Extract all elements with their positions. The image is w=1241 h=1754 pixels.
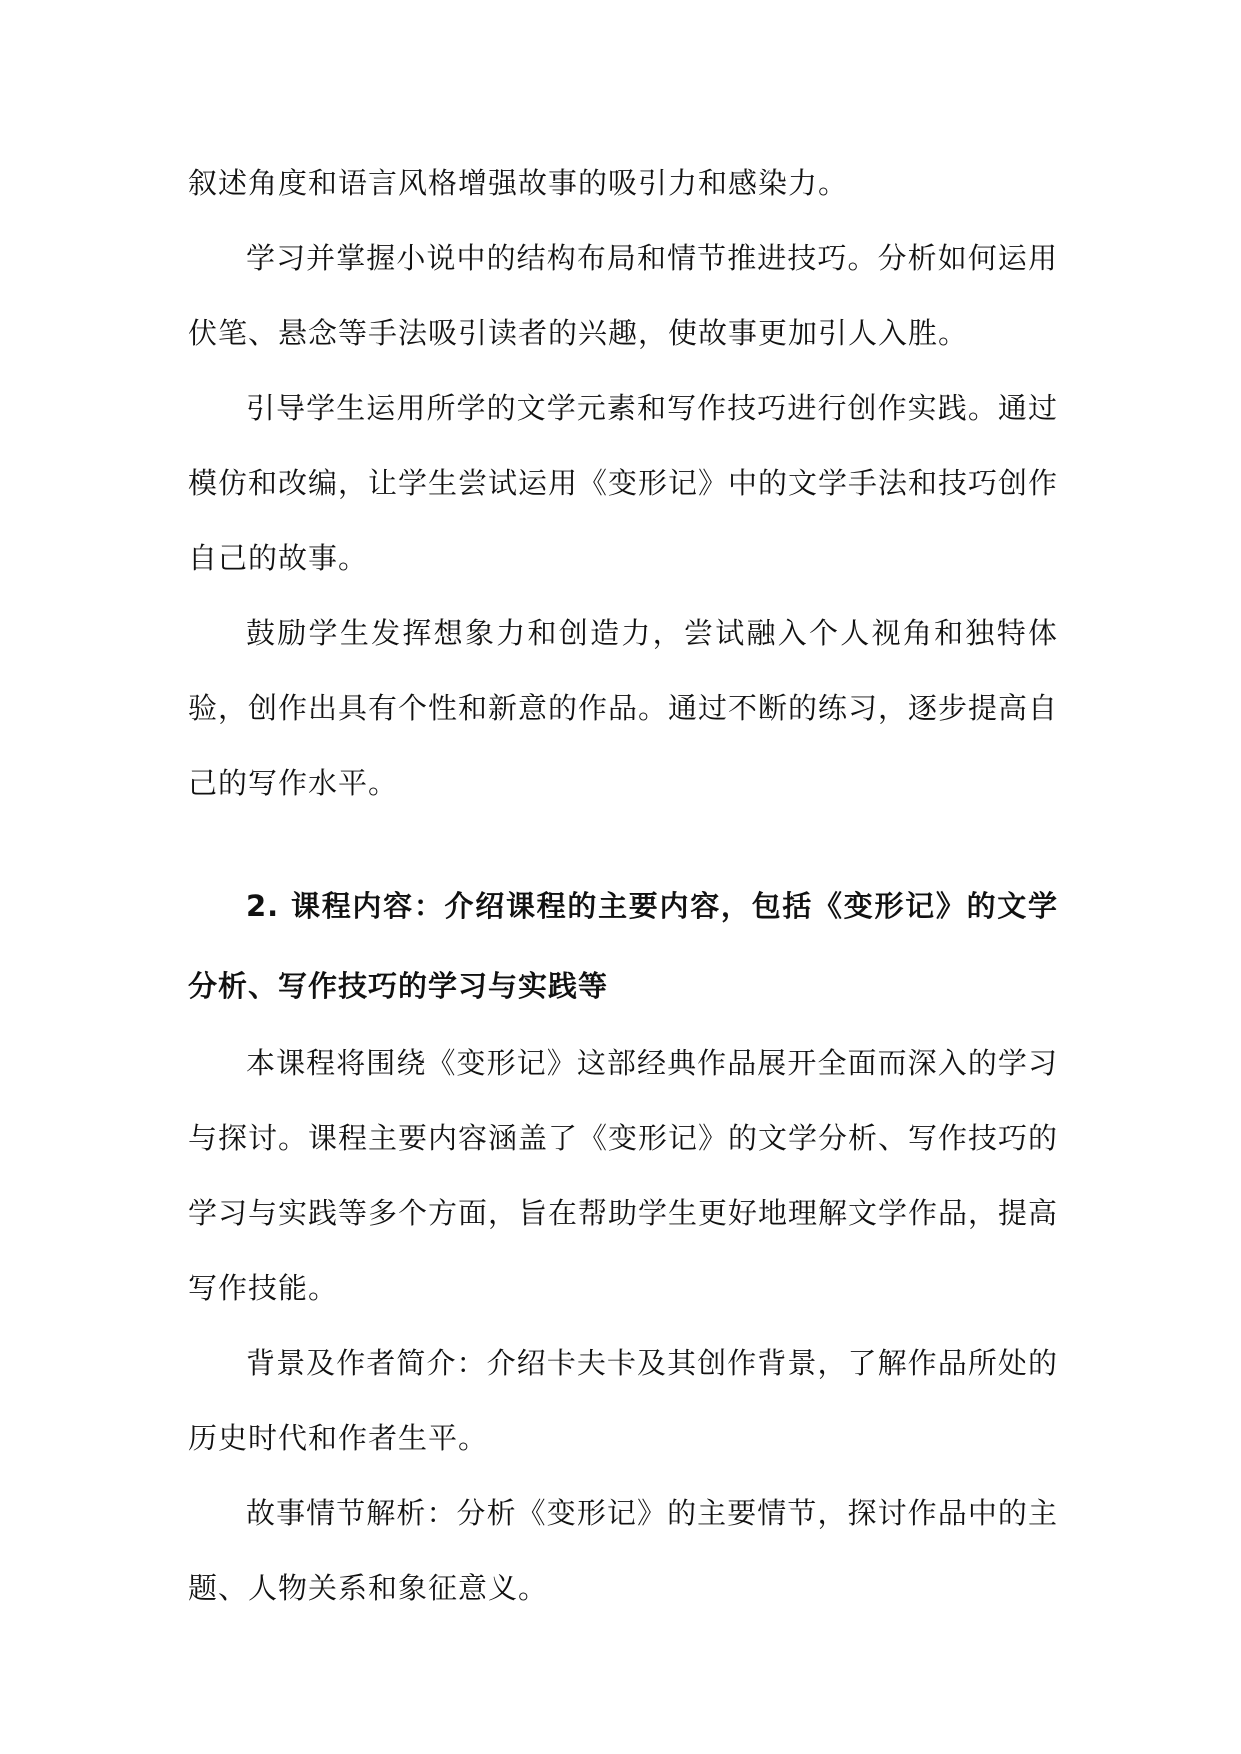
paragraph-creative-practice: 引导学生运用所学的文学元素和写作技巧进行创作实践。通过模仿和改编，让学生尝试运用《变形记》中的文学手法和技巧创作自己的故事。 — [188, 391, 1059, 575]
paragraph-course-overview: 本课程将围绕《变形记》这部经典作品展开全面而深入的学习与探讨。课程主要内容涵盖了《变形记》的文学分析、写作技巧的学习与实践等多个方面，旨在帮助学生更好地理解文学作品，提高写作技能。 — [188, 1046, 1059, 1305]
paragraph-continuation: 叙述角度和语言风格增强故事的吸引力和感染力。 — [188, 166, 849, 200]
paragraph-structure-techniques: 学习并掌握小说中的结构布局和情节推进技巧。分析如何运用伏笔、悬念等手法吸引读者的兴趣，使故事更加引人入胜。 — [188, 241, 1058, 350]
paragraph-imagination: 鼓励学生发挥想象力和创造力，尝试融入个人视角和独特体验，创作出具有个性和新意的作品。通过不断的练习，逐步提高自己的写作水平。 — [188, 616, 1059, 800]
paragraph-plot-analysis: 故事情节解析：分析《变形记》的主要情节，探讨作品中的主题、人物关系和象征意义。 — [188, 1496, 1058, 1605]
document-body — [188, 146, 1058, 1626]
paragraph-author-background: 背景及作者简介：介绍卡夫卡及其创作背景，了解作品所处的历史时代和作者生平。 — [188, 1346, 1058, 1455]
section-heading-course-content: 2. 课程内容：介绍课程的主要内容，包括《变形记》的文学分析、写作技巧的学习与实践等 — [188, 889, 1058, 1003]
